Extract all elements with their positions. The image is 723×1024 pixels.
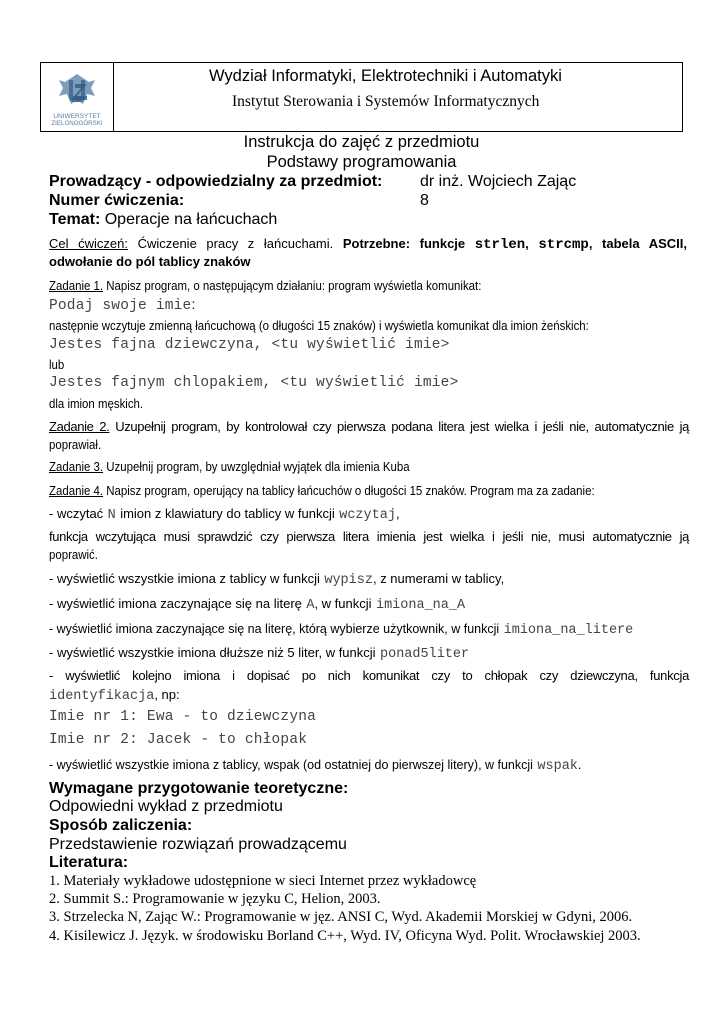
goal-rest: , tabela ASCII, [588, 236, 688, 251]
goal-text: Ćwiczenie pracy z łańcuchami. [137, 236, 334, 251]
goal-needed: Potrzebne: funkcje [342, 236, 466, 251]
logo-text-2: ZIELONOGÓRSKI [51, 120, 103, 127]
task3-line [49, 459, 410, 474]
header-divider [113, 63, 114, 131]
task3-text: Uzupełnij program, by uwzględniał wyjątek dla imienia Kuba [106, 459, 410, 474]
exercise-label: Numer ćwiczenia: [49, 192, 185, 209]
goal-line-2: odwołanie do pól tablicy znaków [49, 254, 251, 269]
literature-item-2: 2. Summit S.: Programowanie w języku C, Helion, 2003. [49, 891, 381, 907]
task4-b3-letter: A [306, 598, 315, 613]
topic-label: Temat: [49, 211, 101, 228]
task4-text: Napisz program, operujący na tablicy łańcuchów o długości 15 znaków. Program ma za zadanie: [106, 483, 595, 498]
task1-intro [49, 278, 481, 293]
task2-text: Uzupełnij program, by kontrolował czy pierwsza podana litera jest wielka i jeśli nie, automatycznie ją [115, 419, 690, 434]
task1-label: Zadanie 1. [49, 278, 104, 293]
task4-b6-fn: identyfikacja [49, 689, 155, 704]
title-line-1: Instrukcja do zajęć z przedmiotu [243, 133, 480, 151]
task2-line-2: poprawiał. [49, 437, 102, 452]
task1-code1-line [49, 296, 195, 314]
logo-text-1: UNIWERSYTET [53, 113, 101, 120]
task2-line-1 [49, 419, 689, 434]
task4-bullet-1 [49, 505, 400, 523]
goal-comma: , [525, 236, 529, 251]
literature-item-4: 4. Kisilewicz J. Język. w środowisku Borland C++, Wyd. IV, Oficyna Wyd. Polit. Wrocławskiej 2003. [49, 928, 641, 944]
task1-text2: następnie wczytuje zmienną łańcuchową (o długości 15 znaków) i wyświetla komunikat dla imion żeńskich: [49, 318, 589, 333]
task4-b3-fn: imiona_na_A [375, 598, 466, 613]
task4-bullet-3 [49, 595, 465, 613]
topic-value: Operacje na łańcuchach [104, 211, 278, 228]
university-logo-icon [45, 66, 109, 130]
literature-item-3: 3. Strzelecka N, Zając W.: Programowanie w jęz. ANSI C, Wyd. Akademii Morskiej w Gdyni, 2006. [49, 909, 633, 925]
task1-or: lub [49, 357, 65, 372]
task4-b5-fn: ponad5liter [380, 647, 470, 662]
task1-code2: Jestes fajna dziewczyna, <tu wyświetlić imie> [49, 337, 450, 353]
task2-label: Zadanie 2. [49, 419, 110, 434]
task4-b1-line2: funkcja wczytująca musi sprawdzić czy pierwsza litera imienia jest wielka i jeśli nie, musi automatycznie ją [49, 529, 689, 544]
task4-b7-b: . [577, 757, 582, 772]
task1-code3: Jestes fajnym chlopakiem, <tu wyświetlić imie> [49, 375, 459, 391]
task4-b1-line3: poprawić. [49, 547, 98, 562]
goal-fn-strcmp: strcmp [538, 237, 589, 253]
task4-b3-a: - wyświetlić imiona zaczynające się na literę [49, 596, 302, 611]
task4-b1-fn: wczytaj [339, 508, 396, 523]
task4-b2-a: - wyświetlić wszystkie imiona z tablicy w funkcji [49, 571, 320, 586]
task4-b1-c: , [395, 506, 400, 521]
task4-label: Zadanie 4. [49, 483, 104, 498]
task4-bullet-2 [49, 570, 504, 588]
title-line-2: Podstawy programowania [266, 153, 457, 171]
task3-label: Zadanie 3. [49, 459, 104, 474]
prep-value: Odpowiedni wykład z przedmiotu [49, 798, 283, 815]
task4-b4-fn: imiona_na_litere [503, 623, 634, 638]
task4-b2-fn: wypisz [324, 573, 373, 588]
exercise-value: 8 [420, 192, 429, 209]
task4-b6-b: , np: [154, 687, 180, 702]
task4-b3-b: , w funkcji [314, 596, 372, 611]
goal-label: Cel ćwiczeń: [49, 236, 128, 251]
institute-name: Instytut Sterowania i Systemów Informatycznych [232, 93, 540, 110]
task4-b1-b: imion z klawiatury do tablicy w funkcji [120, 506, 335, 521]
task4-b5-a: - wyświetlić wszystkie imiona dłuższe niż 5 liter, w funkcji [49, 645, 376, 660]
prep-label: Wymagane przygotowanie teoretyczne: [49, 780, 349, 797]
task4-b4-a: - wyświetlić imiona zaczynające się na literę, którą wybierze użytkownik, w funkcji [49, 622, 500, 636]
grading-label: Sposób zaliczenia: [49, 817, 193, 834]
goal-fn-strlen: strlen [474, 237, 526, 253]
task4-b7-fn: wspak [537, 759, 578, 774]
header-box [40, 62, 683, 132]
goal-line-1 [49, 236, 687, 253]
task1-text: Napisz program, o następującym działaniu: program wyświetla komunikat: [106, 278, 482, 293]
university-logo [45, 66, 109, 130]
lecturer-label: Prowadzący - odpowiedzialny za przedmiot: [49, 173, 383, 190]
task4-b1-n: N [107, 508, 116, 523]
faculty-name: Wydział Informatyki, Elektrotechniki i Automatyki [209, 67, 562, 85]
task4-b6-line2 [49, 686, 180, 704]
task1-code1: Podaj swoje imie [49, 298, 192, 314]
lecturer-value: dr inż. Wojciech Zając [420, 173, 577, 190]
task4-example-2: Imie nr 2: Jacek - to chłopak [49, 732, 308, 748]
task4-example-1: Imie nr 1: Ewa - to dziewczyna [49, 709, 317, 725]
task4-bullet-5 [49, 644, 469, 662]
task4-b1-a: - wczytać [49, 506, 104, 521]
task4-b6-line1: - wyświetlić kolejno imiona i dopisać po nich komunikat czy to chłopak czy dziewczyna, funkcja [49, 668, 689, 683]
task4-bullet-7 [49, 756, 582, 774]
topic-line [49, 211, 277, 229]
task4-b7-a: - wyświetlić wszystkie imiona z tablicy, wspak (od ostatniej do pierwszej litery), w funkcji [49, 758, 533, 772]
task1-text3: dla imion męskich. [49, 396, 144, 411]
literature-item-1: 1. Materiały wykładowe udostępnione w sieci Internet przez wykładowcę [49, 873, 477, 889]
grading-value: Przedstawienie rozwiązań prowadzącemu [49, 836, 347, 853]
task1-code1-colon: : [191, 296, 196, 312]
task4-intro [49, 483, 595, 498]
literature-label: Literatura: [49, 854, 129, 871]
task4-bullet-4 [49, 620, 633, 638]
task4-b2-b: , z numerami w tablicy, [372, 571, 505, 586]
